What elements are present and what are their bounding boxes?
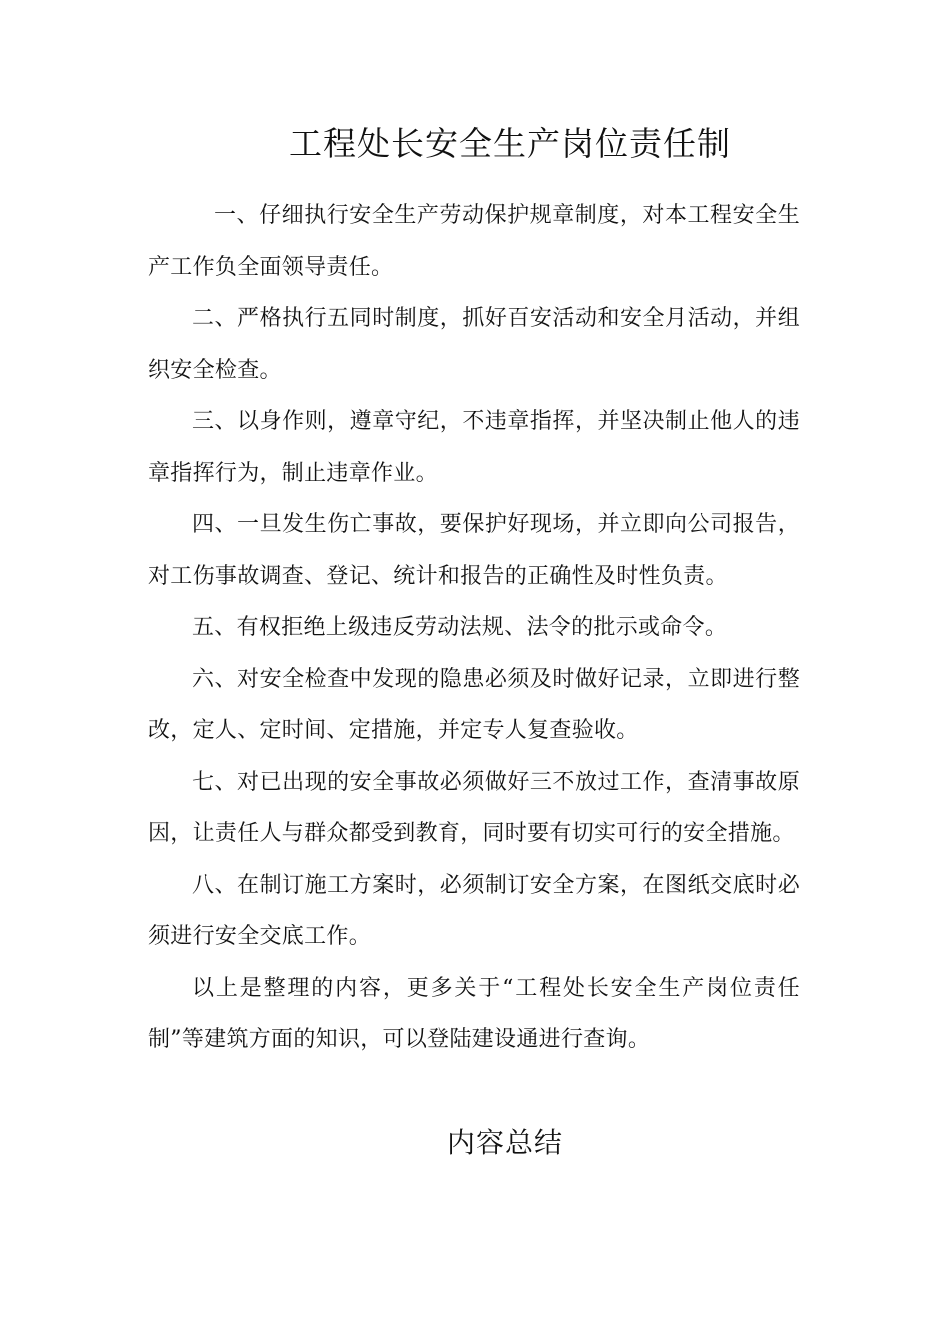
paragraph-7: 七、对已出现的安全事故必须做好三不放过工作，查清事故原因，让责任人与群众都受到教育，同时要有切实可行的安全措施。 xyxy=(148,769,800,846)
closing-paragraph: 以上是整理的内容，更多关于“工程处长安全生产岗位责任制”等建筑方面的知识，可以登陆建设通进行查询。 xyxy=(148,975,800,1052)
document-body xyxy=(148,190,800,1066)
document-title: 工程处长安全生产岗位责任制 xyxy=(289,124,731,163)
paragraph-4: 四、一旦发生伤亡事故，要保护好现场，并立即向公司报告，对工伤事故调查、登记、统计和报告的正确性及时性负责。 xyxy=(148,512,800,589)
summary-heading: 内容总结 xyxy=(446,1126,563,1159)
paragraph-5: 五、有权拒绝上级违反劳动法规、法令的批示或命令。 xyxy=(192,615,728,640)
paragraph-1: 一、仔细执行安全生产劳动保护规章制度，对本工程安全生产工作负全面领导责任。 xyxy=(148,203,800,280)
paragraph-6: 六、对安全检查中发现的隐患必须及时做好记录，立即进行整改，定人、定时间、定措施，并定专人复查验收。 xyxy=(148,666,800,743)
paragraph-8: 八、在制订施工方案时，必须制订安全方案，在图纸交底时必须进行安全交底工作。 xyxy=(148,872,800,949)
paragraph-2: 二、严格执行五同时制度，抓好百安活动和安全月活动，并组织安全检查。 xyxy=(148,306,800,383)
paragraph-3: 三、以身作则，遵章守纪，不违章指挥，并坚决制止他人的违章指挥行为，制止违章作业。 xyxy=(148,409,800,486)
